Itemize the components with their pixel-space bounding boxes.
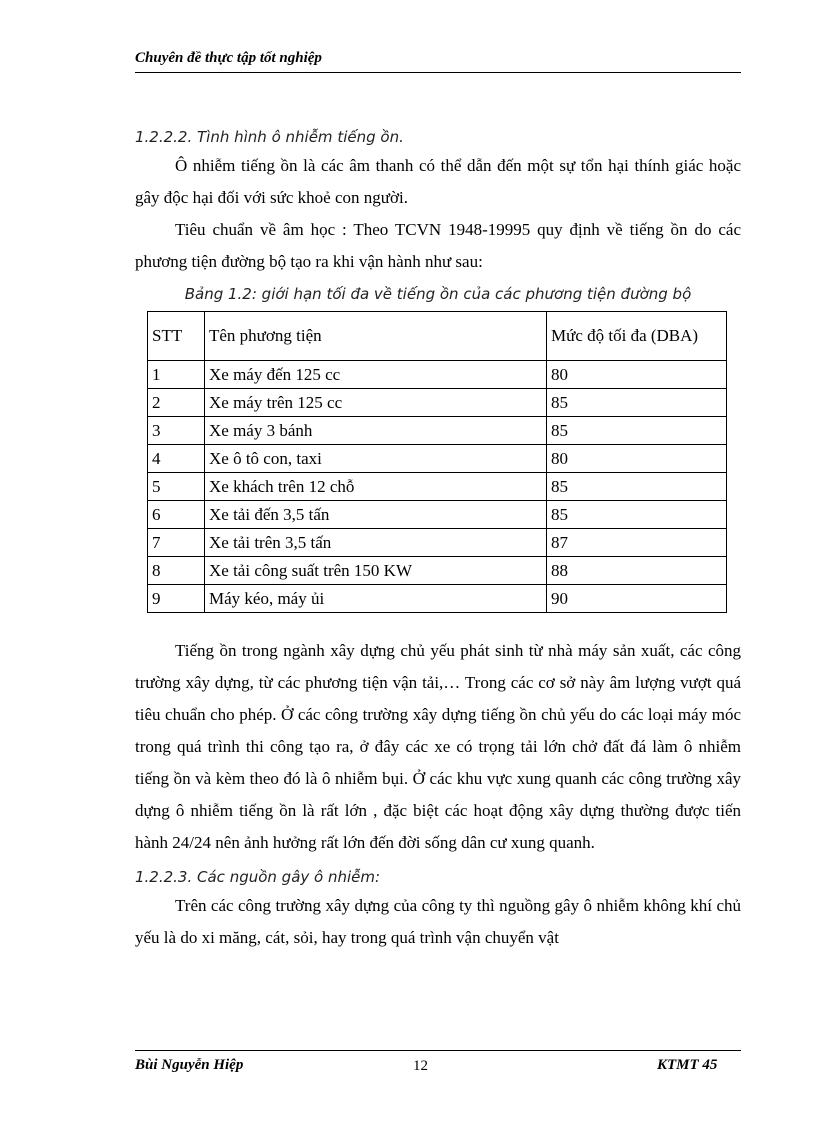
cell-vehicle: Xe khách trên 12 chỗ <box>205 473 547 501</box>
table-row <box>148 417 727 445</box>
noise-limits-table <box>147 311 727 613</box>
cell-level: 85 <box>547 417 727 445</box>
table-row <box>148 389 727 417</box>
column-header-stt: STT <box>148 312 205 361</box>
table-row <box>148 473 727 501</box>
cell-vehicle: Xe tải trên 3,5 tấn <box>205 529 547 557</box>
cell-level: 80 <box>547 361 727 389</box>
footer-page-number: 12 <box>413 1058 428 1074</box>
cell-level: 88 <box>547 557 727 585</box>
paragraph-noise-standard: Tiêu chuẩn về âm học : Theo TCVN 1948-19995 quy định về tiếng ồn do các phương tiện đường bộ tạo ra khi vận hành như sau: <box>135 220 741 271</box>
cell-stt: 9 <box>148 585 205 613</box>
table-caption: Bảng 1.2: giới hạn tối đa về tiếng ồn của các phương tiện đường bộ <box>184 285 692 303</box>
table-row <box>148 501 727 529</box>
cell-stt: 5 <box>148 473 205 501</box>
header-divider <box>135 72 741 73</box>
paragraph-construction-noise: Tiếng ồn trong ngành xây dựng chủ yếu phát sinh từ nhà máy sản xuất, các công trường xây dựng, từ các phương tiện vận tải,… Trong các cơ sở này âm lượng vượt quá tiêu chuẩn cho phép. Ở các công trường xây dựng tiếng ồn chủ yếu do các loại máy móc trong quá trình thi công tạo ra, ở đây các xe có trọng tải lớn chở đất đá làm ô nhiễm tiếng ồn và kèm theo đó là ô nhiễm bụi. Ở các khu vực xung quanh các công trường xây dựng ô nhiễm tiếng ồn là rất lớn , đặc biệt các hoạt động xây dựng thường được tiến hành 24/24 nên ảnh hưởng rất lớn đến đời sống dân cư xung quanh. <box>135 641 741 852</box>
cell-stt: 3 <box>148 417 205 445</box>
footer-class-code: KTMT 45 <box>657 1057 718 1073</box>
page-header-title: Chuyên đề thực tập tốt nghiệp <box>135 50 322 66</box>
cell-stt: 1 <box>148 361 205 389</box>
cell-vehicle: Xe tải công suất trên 150 KW <box>205 557 547 585</box>
cell-vehicle: Máy kéo, máy ủi <box>205 585 547 613</box>
paragraph-noise-definition: Ô nhiễm tiếng ồn là các âm thanh có thể dẫn đến một sự tổn hại thính giác hoặc gây độc hại đối với sức khoẻ con người. <box>135 156 741 207</box>
table-row <box>148 585 727 613</box>
table-row <box>148 361 727 389</box>
section-heading-sources: 1.2.2.3. Các nguồn gây ô nhiễm: <box>135 868 381 886</box>
cell-level: 85 <box>547 389 727 417</box>
table-row <box>148 529 727 557</box>
cell-stt: 8 <box>148 557 205 585</box>
cell-level: 80 <box>547 445 727 473</box>
cell-stt: 4 <box>148 445 205 473</box>
cell-vehicle: Xe máy đến 125 cc <box>205 361 547 389</box>
footer-author: Bùi Nguyễn Hiệp <box>135 1057 244 1073</box>
spacer <box>135 613 741 635</box>
column-header-max-level: Mức độ tối đa (DBA) <box>547 312 727 361</box>
cell-vehicle: Xe máy trên 125 cc <box>205 389 547 417</box>
table-body <box>148 361 727 613</box>
footer-divider <box>135 1050 741 1051</box>
cell-level: 87 <box>547 529 727 557</box>
paragraph-pollution-sources: Trên các công trường xây dựng của công ty thì nguồng gây ô nhiễm không khí chủ yếu là do xi măng, cát, sỏi, hay trong quá trình vận chuyển vật <box>135 896 741 947</box>
cell-vehicle: Xe ô tô con, taxi <box>205 445 547 473</box>
cell-vehicle: Xe máy 3 bánh <box>205 417 547 445</box>
table-header-row <box>148 312 727 361</box>
cell-level: 90 <box>547 585 727 613</box>
cell-vehicle: Xe tải đến 3,5 tấn <box>205 501 547 529</box>
table-row <box>148 557 727 585</box>
cell-stt: 6 <box>148 501 205 529</box>
column-header-vehicle: Tên phương tiện <box>205 312 547 361</box>
cell-level: 85 <box>547 501 727 529</box>
cell-stt: 7 <box>148 529 205 557</box>
page-content <box>135 127 741 954</box>
cell-stt: 2 <box>148 389 205 417</box>
section-heading-noise: 1.2.2.2. Tình hình ô nhiễm tiếng ồn. <box>135 128 404 146</box>
table-row <box>148 445 727 473</box>
cell-level: 85 <box>547 473 727 501</box>
